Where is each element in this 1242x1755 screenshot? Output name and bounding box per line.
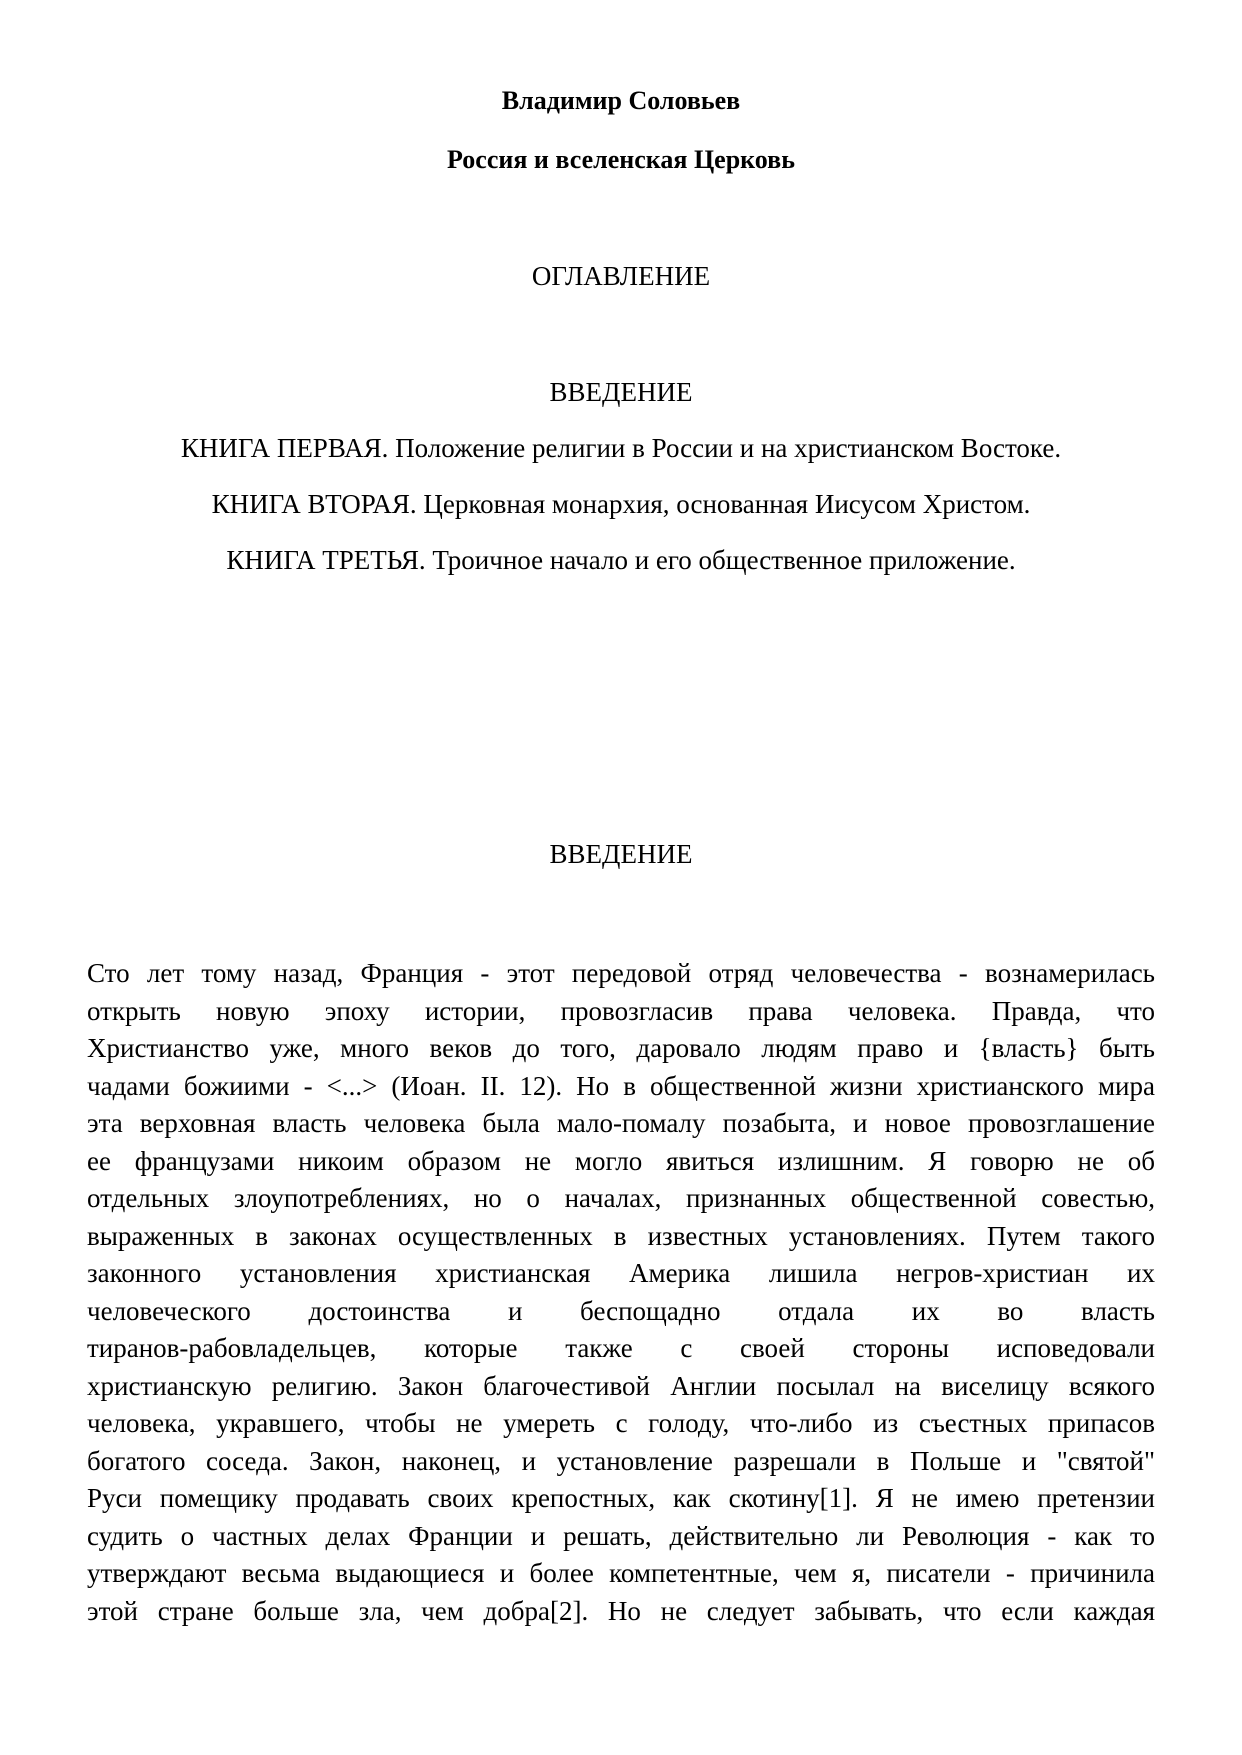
paragraph-line: отдельных злоупотреблениях, но о началах, признанных общественной совестью, xyxy=(87,1183,1155,1213)
paragraph-line: человека, укравшего, чтобы не умереть с голоду, что-либо из съестных припасов xyxy=(87,1408,1155,1438)
paragraph-line: Христианство уже, много веков до того, даровало людям право и {власть} быть xyxy=(87,1033,1155,1063)
paragraph-line: тиранов-рабовладельцев, которые также с своей стороны исповедовали xyxy=(87,1333,1155,1363)
paragraph-line: богатого соседа. Закон, наконец, и установление разрешали в Польше и "святой" xyxy=(87,1445,1155,1476)
toc-item-book-three: КНИГА ТРЕТЬЯ. Троичное начало и его общественное приложение. xyxy=(226,545,1016,575)
paragraph-line: этой стране больше зла, чем добра[2]. Но не следует забывать, что если каждая xyxy=(87,1595,1155,1626)
paragraph-line: чадами божиими - <...> (Иоан. II. 12). Но в общественной жизни христианского мира xyxy=(87,1070,1155,1101)
book-title: Россия и вселенская Церковь xyxy=(447,145,795,174)
introduction-heading: ВВЕДЕНИЕ xyxy=(549,839,693,869)
paragraph-line: христианскую религию. Закон благочестивой Англии посылал на виселицу всякого xyxy=(87,1370,1155,1401)
toc-heading: ОГЛАВЛЕНИЕ xyxy=(531,261,711,291)
paragraph-line: законного установления христианская Америка лишила негров-христиан их xyxy=(87,1258,1155,1288)
paragraph-line: ее французами никоим образом не могло явиться излишним. Я говорю не об xyxy=(87,1145,1155,1176)
toc-item-introduction: ВВЕДЕНИЕ xyxy=(549,377,693,407)
paragraph-line: эта верховная власть человека была мало-помалу позабыта, и новое провозглашение xyxy=(87,1108,1155,1138)
table-of-contents xyxy=(0,376,1242,600)
paragraph-line: Сто лет тому назад, Франция - этот передовой отряд человечества - вознамерилась xyxy=(87,958,1155,988)
paragraph-line: открыть новую эпоху истории, провозгласив права человека. Правда, что xyxy=(87,995,1155,1026)
paragraph-line: судить о частных делах Франции и решать, действительно ли Революция - как то xyxy=(87,1520,1155,1551)
paragraph-line: утверждают весьма выдающиеся и более компетентные, чем я, писатели - причинила xyxy=(87,1558,1155,1588)
author-name: Владимир Соловьев xyxy=(501,86,741,115)
introduction-paragraph xyxy=(87,955,1155,1630)
paragraph-line: выраженных в законах осуществленных в известных установлениях. Путем такого xyxy=(87,1220,1155,1251)
paragraph-line: человеческого достоинства и беспощадно отдала их во власть xyxy=(87,1295,1155,1326)
paragraph-line: Руси помещику продавать своих крепостных, как скотину[1]. Я не имею претензии xyxy=(87,1483,1155,1513)
toc-item-book-two: КНИГА ВТОРАЯ. Церковная монархия, основанная Иисусом Христом. xyxy=(211,489,1031,519)
toc-item-book-one: КНИГА ПЕРВАЯ. Положение религии в России и на христианском Востоке. xyxy=(180,433,1062,463)
